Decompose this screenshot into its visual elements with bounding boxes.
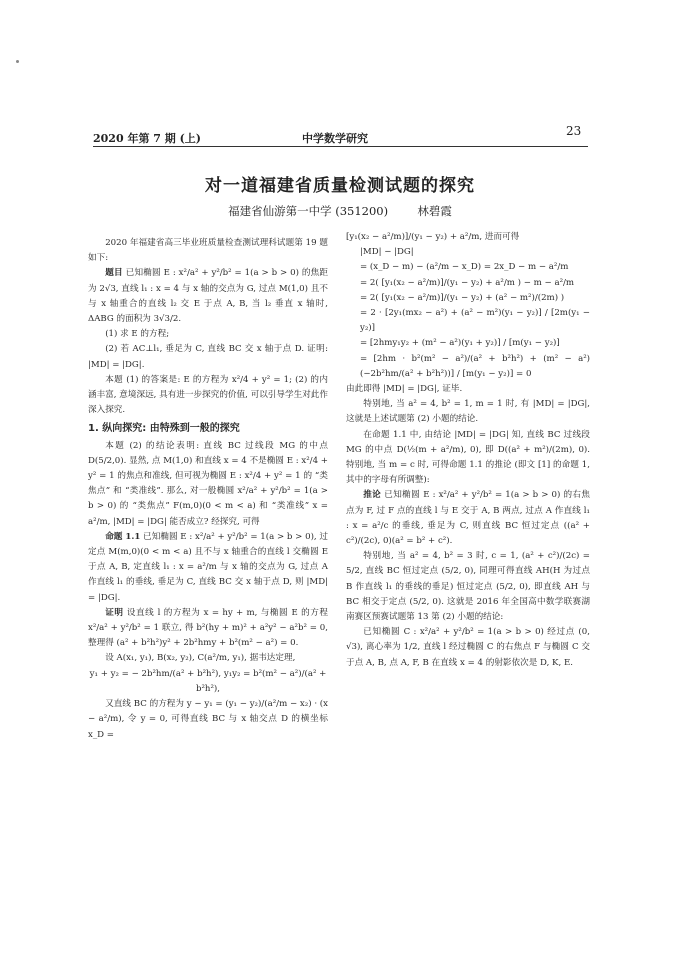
right-column [346,230,590,956]
right-paragraph [346,245,590,260]
right-paragraph [346,230,590,245]
right-paragraph [346,382,590,397]
right-paragraph [346,276,590,291]
left-text: (2) 若 AC⊥l₁, 垂足为 C, 直线 BC 交 x 轴于点 D. 证明: |MD| = |DG|. [88,344,328,370]
left-paragraph [88,439,328,530]
right-text: = 2( [y₁(x₂ − a²/m)]/(y₁ − y₂) + (a² − m²)/(2m) ) [360,292,565,303]
left-text: 本题 (1) 的答案是: E 的方程为 x²/4 + y² = 1; (2) 的内涵丰富, 意境深远, 具有进一步探究的价值, 可以引导学生对此作深入探究. [88,374,328,416]
left-paragraph [88,667,328,697]
left-text: 设直线 l 的方程为 x = hy + m, 与椭圆 E 的方程 x²/a² + y²/b² = 1 联立, 得 b²(hy + m)² + a²y² − a²b² = 0, 整理得 (a² + b²h²)y² + 2b²hmy + b²(m² − a²) = 0. [88,607,329,649]
right-paragraph [346,625,590,671]
right-text: = 2( [y₁(x₂ − a²/m)]/(y₁ − y₂) + a²/m ) − m − a²/m [360,277,575,288]
right-paragraph [346,352,590,382]
right-text: 由此即得 |MD| = |DG|, 证毕. [346,384,463,395]
page-number: 23 [566,124,582,138]
left-column [88,236,328,956]
left-text: (1) 求 E 的方程; [105,329,170,340]
left-paragraph [88,606,328,652]
right-text: [y₁(x₂ − a²/m)]/(y₁ − y₂) + a²/m, 进而可得 [346,232,520,242]
right-paragraph [346,336,590,351]
left-paragraph [88,236,328,266]
left-text: 又直线 BC 的方程为 y − y₁ = (y₁ − y₂)/(a²/m − x₂) · (x − a²/m), 令 y = 0, 可得直线 BC 与 x 轴交点 D 的横坐标 x_D = [88,699,328,740]
left-paragraph [88,266,328,327]
author-name: 林碧霞 [417,204,452,218]
left-text: 2020 年福建省高三毕业班质量检查测试理科试题第 19 题如下: [88,238,328,264]
left-paragraph [88,373,328,419]
issue-label: 2020 年第 7 期 (上) [93,132,201,145]
right-paragraph [346,397,590,427]
right-text: 特别地, 当 a² = 4, b² = 3 时, c = 1, (a² + c²)/(2c) = 5/2, 直线 BC 恒过定点 (5/2, 0), 同理可得直线 AH(H 为过点 B 作直线 l₁ 的垂线的垂足) 恒过定点 (5/2, 0), 即直线 AH 与 BC 相交于定点 (5/2, 0). 这就是 2016 年全国高中数学联赛湖南赛区预赛试题第 13 第 (2) 小题的结论: [346,551,590,623]
left-text: 1. 纵向探究: 由特殊到一般的探究 [88,423,240,435]
right-text: = [2hmy₁y₂ + (m² − a²)(y₁ + y₂)] / [m(y₁ − y₂)] [360,338,560,349]
left-paragraph [88,697,328,743]
right-text: |MD| − |DG| [360,247,414,258]
right-text: = [2hm · b²(m² − a²)/(a² + b²h²) + (m² − a²)(−2b²hm/(a² + b²h²))] / [m(y₁ − y₂)] = 0 [360,353,590,379]
left-paragraph [88,327,328,342]
scan-speck [16,60,19,63]
right-text: = 2 · [2y₁(mx₂ − a²) + (a² − m²)(y₁ − y₂)] / [2m(y₁ − y₂)] [360,308,590,334]
article-title: 对一道福建省质量检测试题的探究 [205,176,475,196]
left-paragraph [88,651,328,666]
right-paragraph [346,488,590,549]
right-text: 已知椭圆 C : x²/a² + y²/b² = 1(a > b > 0) 经过点 (0, √3), 离心率为 1/2, 直线 l 经过椭圆 C 的右焦点 F 与椭圆 C 交于点 A, B, 点 A, F, B 在直线 x = 4 的射影依次是 D, K, E. [346,627,590,668]
right-paragraph [346,291,590,306]
header-rule [93,146,588,147]
right-label: 推论 [363,490,382,501]
left-label: 题目 [105,268,123,279]
right-text: 已知椭圆 E : x²/a² + y²/b² = 1(a > b > 0) 的右焦点为 F, 过 F 点的直线 l 与 E 交于 A, B 两点, 过点 A 作直线 l₁ : x = a²/c 的垂线, 垂足为 C, 则直线 BC 恒过定点 ((a² + c²)/(2c), 0)(a² = b² + c²). [346,490,590,547]
left-text: y₁ + y₂ = − 2b²hm/(a² + b²h²), y₁y₂ = b²(m² − a²)/(a² + b²h²), [89,668,327,694]
left-text: 已知椭圆 E : x²/a² + y²/b² = 1(a > b > 0) 的焦距为 2√3, 直线 l₁ : x = 4 与 x 轴的交点为 G, 过点 M(1,0) 且不与 x 轴重合的直线 l₂ 交 E 于点 A, B, 当 l₂ 垂直 x 轴时, ΔABG 的面积为 3√3/2. [88,268,328,325]
left-section-heading [88,421,328,436]
right-paragraph [346,428,590,489]
left-label: 证明 [105,607,124,618]
left-paragraph [88,530,328,606]
affiliation: 福建省仙游第一中学 (351200) [228,204,389,218]
left-paragraph [88,342,328,372]
left-text: 本题 (2) 的结论表明: 直线 BC 过线段 MG 的中点 D(5/2,0). 显然, 点 M(1,0) 和直线 x = 4 不是椭圆 E : x²/4 + y² = 1 的焦点和准线, 但可视为椭圆 E : x²/4 + y² = 1 的 “类焦点” 和 “类准线”. 那么, 对一般椭圆 x²/a² + y²/b² = 1(a > b > 0) 的 “类焦点” F(m,0)(0 < m < a) 和 “类准线” x = a²/m, |MD| = |DG| 能否成立? 经探究, 可得 [88,440,328,527]
right-text: = (x_D − m) − (a²/m − x_D) = 2x_D − m − a²/m [360,262,569,273]
left-label: 命题 1.1 [105,531,141,542]
right-paragraph [346,306,590,336]
left-text: 已知椭圆 E : x²/a² + y²/b² = 1(a > b > 0), 过定点 M(m,0)(0 < m < a) 且不与 x 轴重合的直线 l 交椭圆 E 于点 A, B, 定直线 l₁ : x = a²/m 与 x 轴的交点为 G, 过点 A 作直线 l₁ 的垂线, 垂足为 C, 直线 BC 交 x 轴于点 D, 则 |MD| = |DG|. [88,531,328,603]
right-paragraph [346,549,590,625]
journal-name: 中学数学研究 [302,132,368,145]
right-paragraph [346,260,590,275]
right-text: 特别地, 当 a² = 4, b² = 1, m = 1 时, 有 |MD| = |DG|, 这就是上述试题第 (2) 小题的结论. [346,399,590,425]
left-text: 设 A(x₁, y₁), B(x₂, y₂), C(a²/m, y₁), 据韦达定理, [105,653,296,664]
right-text: 在命题 1.1 中, 由结论 |MD| = |DG| 知, 直线 BC 过线段 MG 的中点 D(½(m + a²/m), 0), 即 D((a² + m²)/(2m), 0). 特别地, 当 m = c 时, 可得命题 1.1 的推论 (即文 [1] 的命题 1, 其中的字母有所调整): [346,429,590,486]
author-line [0,203,680,219]
